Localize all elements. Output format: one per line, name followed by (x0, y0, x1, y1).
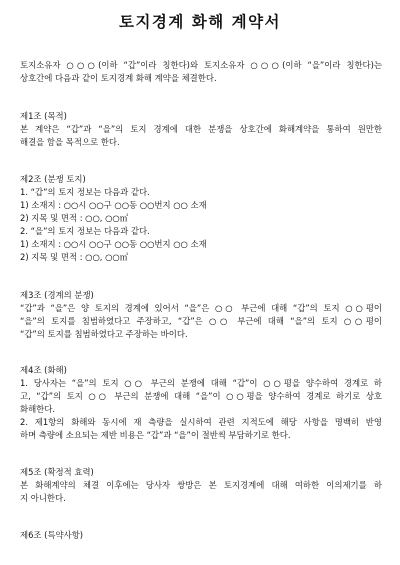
article-4-line: 화해한다. (20, 404, 56, 414)
article-1-line: 본 계약은 “갑”과 “을”의 토지 경계에 대한 분쟁을 상호간에 화해계약을 통하여 원만한 (20, 124, 382, 134)
article-2-line: 2) 지목 및 면적 : ○○, ○○㎡ (20, 213, 129, 223)
article-3-line: “을”의 토지를 침범하였다고 주장하고, “갑”은 ○○ 부근에 대해 “을”의 토지 ○○평이 (20, 316, 382, 326)
article-2-line: 1) 소재지 : ○○시 ○○구 ○○동 ○○번지 ○○ 소재 (20, 200, 207, 210)
article-5-line: 본 화해계약의 체결 이후에는 당사자 쌍방은 본 토지경계에 대해 여하한 이의제기를 하 (20, 480, 382, 490)
article-5-heading: 제5조 (확정적 효력) (20, 467, 94, 477)
article-4-line: 하며 측량에 소요되는 제반 비용은 “갑”과 “을”이 절반씩 부담하기로 한다. (20, 430, 291, 440)
article-2-line: 2. “을”의 토지 정보는 다음과 같다. (20, 226, 150, 236)
article-2-heading: 제2조 (분쟁 토지) (20, 174, 86, 184)
article-3-line: “갑”과 “을”은 양 토지의 경계에 있어서 “을”은 ○○ 부근에 대해 “갑”의 토지 ○○평이 (20, 303, 382, 313)
article-1-line: 해결을 함을 목적으로 한다. (20, 137, 120, 147)
article-4-line: 2. 제1항의 화해와 동시에 재 측량을 실시하여 관련 지적도에 해당 사항을 명백히 반영 (20, 417, 382, 427)
article-2-line: 2) 지목 및 면적 : ○○, ○○㎡ (20, 252, 129, 262)
article-4-heading: 제4조 (화해) (20, 365, 67, 375)
intro-line: 상호간에 다음과 같이 토지경계 화해 계약을 체결한다. (20, 73, 217, 83)
article-2-line: 1. “갑”의 토지 정보는 다음과 같다. (20, 187, 150, 197)
article-3-heading: 제3조 (경계의 분쟁) (20, 290, 94, 300)
article-4-line: 고, “갑”의 토지 ○○ 부근의 분쟁에 대해 “을”이 ○○평을 양수하여 경계로 하기로 상호 (20, 391, 382, 401)
article-1-heading: 제1조 (목적) (20, 111, 67, 121)
article-4-line: 1. 당사자는 “을”의 토지 ○○ 부근의 분쟁에 대해 “갑”이 ○○평을 양수하여 경계로 하 (20, 378, 382, 388)
intro-line: 토지소유자 ○○○(이하 “갑”이라 칭한다)와 토지소유자 ○○○(이하 “을”이라 칭한다)는 (20, 60, 382, 70)
document-title: 토지경계 화해 계약서 (118, 13, 282, 31)
article-3-line: “갑”의 토지를 침범하였다고 주장하는 바이다. (20, 329, 188, 339)
article-2-line: 1) 소재지 : ○○시 ○○구 ○○동 ○○번지 ○○ 소재 (20, 239, 207, 249)
article-5-line: 지 아니한다. (20, 493, 66, 503)
article-6-heading: 제6조 (특약사항) (20, 530, 84, 540)
